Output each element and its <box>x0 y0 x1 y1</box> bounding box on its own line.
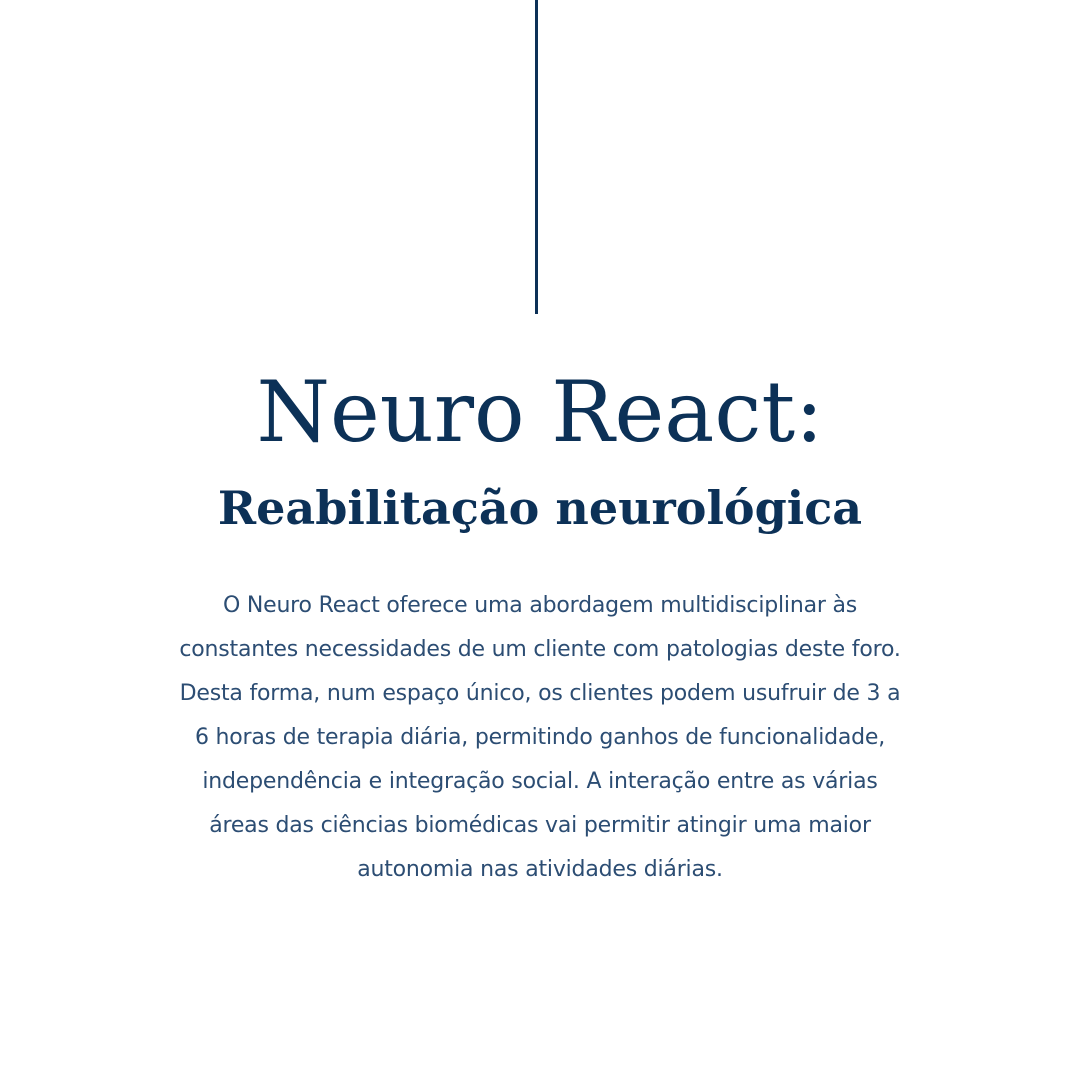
description-paragraph: O Neuro React oferece uma abordagem multidisciplinar às constantes necessidades de um cliente com patologias deste foro. Desta forma, num espaço único, os clientes podem usufruir de 3 a 6 horas de terapia diária, permitindo ganhos de funcionalidade, independência e integração social. A interação entre as várias áreas das ciências biomédicas vai permitir atingir uma maior autonomia nas atividades diárias. <box>179 593 901 882</box>
page-subtitle: Reabilitação neurológica <box>217 481 863 535</box>
decorative-divider-line <box>535 0 538 314</box>
page-title: Neuro React: <box>256 363 824 461</box>
